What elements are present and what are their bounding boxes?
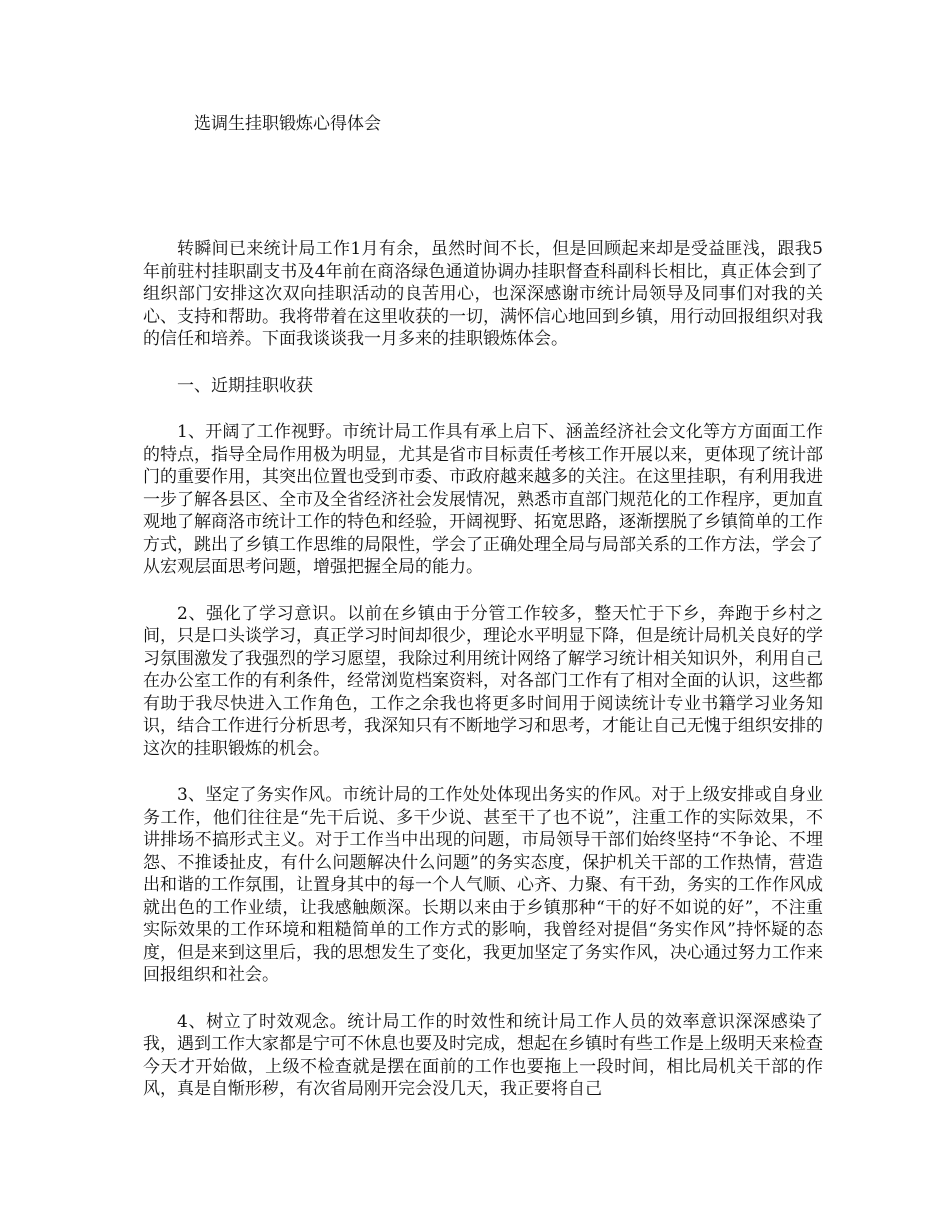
- paragraph-item-2: 2、强化了学习意识。以前在乡镇由于分管工作较多，整天忙于下乡，奔跑于乡村之间，只是口头谈学习，真正学习时间却很少，理论水平明显下降，但是统计局机关良好的学习氛围激发了我强烈的学习愿望，我除过利用统计网络了解学习统计相关知识外，利用自己在办公室工作的有利条件，经常浏览档案资料，对各部门工作有了相对全面的认识，这些都有助于我尽快进入工作角色，工作之余我也将更多时间用于阅读统计专业书籍学习业务知识，结合工作进行分析思考，我深知只有不断地学习和思考，才能让自己无愧于组织安排的这次的挂职锻炼的机会。: [143, 603, 823, 759]
- paragraph-item-1: 1、开阔了工作视野。市统计局工作具有承上启下、涵盖经济社会文化等方方面面工作的特点，指导全局作用极为明显，尤其是省市目标责任考核工作开展以来，更体现了统计部门的重要作用，其突出位置也受到市委、市政府越来越多的关注。在这里挂职，有利用我进一步了解各县区、全市及全省经济社会发展情况，熟悉市直部门规范化的工作程序，更加直观地了解商洛市统计工作的特色和经验，开阔视野、拓宽思路，逐渐摆脱了乡镇简单的工作方式，跳出了乡镇工作思维的局限性，学会了正确处理全局与局部关系的工作方法，学会了从宏观层面思考问题，增强把握全局的能力。: [143, 422, 823, 577]
- paragraph-intro: 转瞬间已来统计局工作1月有余，虽然时间不长，但是回顾起来却是受益匪浅，跟我5年前驻村挂职副支书及4年前在商洛绿色通道协调办挂职督查科副科长相比，真正体会到了组织部门安排这次双向挂职活动的良苦用心，也深深感谢市统计局领导及同事们对我的关心、支持和帮助。我将带着在这里收获的一切，满怀信心地回到乡镇，用行动回报组织对我的信任和培养。下面我谈谈我一月多来的挂职锻炼体会。: [143, 239, 823, 349]
- paragraph-item-3: 3、坚定了务实作风。市统计局的工作处处体现出务实的作风。对于上级安排或自身业务工作，他们往往是“先干后说、多干少说、甚至干了也不说”，注重工作的实际效果，不讲排场不搞形式主义。对于工作当中出现的问题，市局领导干部们始终坚持“不争论、不埋怨、不推诿扯皮，有什么问题解决什么问题”的务实态度，保护机关干部的工作热情，营造出和谐的工作氛围，让置身其中的每一个人气顺、心齐、力聚、有干劲，务实的工作作风成就出色的工作业绩，让我感触颇深。长期以来由于乡镇那种“干的好不如说的好”，不注重实际效果的工作环境和粗糙简单的工作方式的影响，我曾经对提倡“务实作风”持怀疑的态度，但是来到这里后，我的思想发生了变化，我更加坚定了务实作风，决心通过努力工作来回报组织和社会。: [143, 785, 823, 985]
- document-title: 选调生挂职锻炼心得体会: [194, 114, 381, 134]
- document-body: [143, 238, 823, 1125]
- paragraph-item-4: 4、树立了时效观念。统计局工作的时效性和统计局工作人员的效率意识深深感染了我，遇到工作大家都是宁可不休息也要及时完成，想起在乡镇时有些工作是上级明天来检查今天才开始做，上级不检查就是摆在面前的工作也要拖上一段时间，相比局机关干部的作风，真是自惭形秽，有次省局刚开完会没几天，我正要将自己: [143, 1011, 823, 1099]
- section-heading-recent-gains: 一、近期挂职收获: [177, 375, 313, 396]
